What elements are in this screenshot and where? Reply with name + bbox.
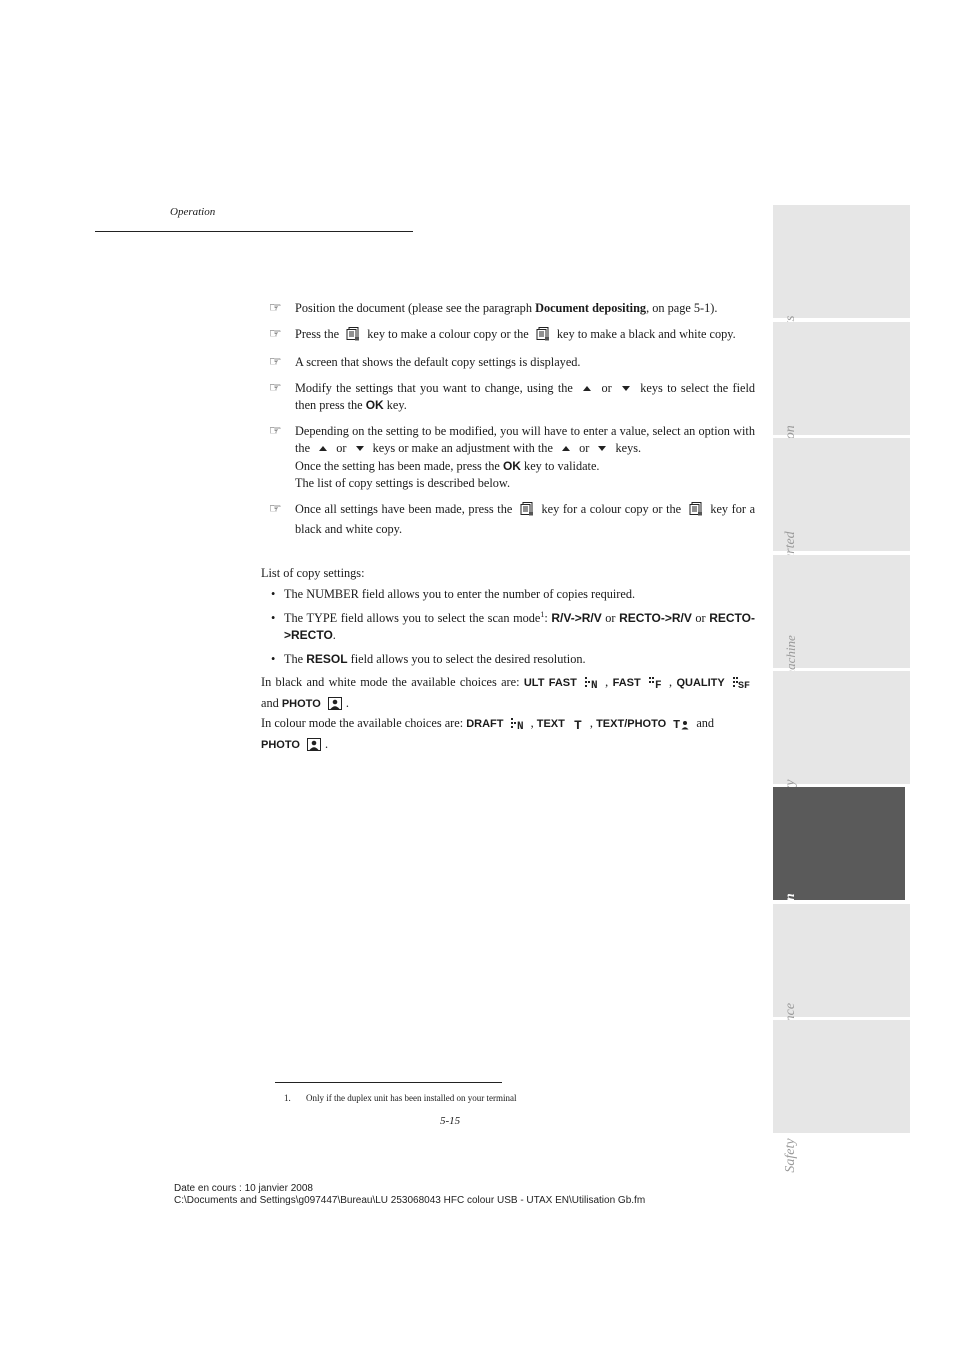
step-3: ☞ A screen that shows the default copy settings is displayed. bbox=[269, 355, 581, 370]
header-rule bbox=[95, 231, 413, 232]
step-2: ☞ Press the key to make a colour copy or the key to make a black and white copy. bbox=[261, 326, 755, 347]
tab-directory[interactable] bbox=[773, 671, 910, 784]
svg-text:T: T bbox=[573, 718, 582, 730]
photo-resolution-icon bbox=[328, 697, 342, 716]
copy-key-icon bbox=[689, 502, 703, 522]
step-4: ☞ Modify the settings that you want to change, using the or keys to select the field then press the OK key. bbox=[269, 380, 756, 412]
file-footer bbox=[174, 1183, 645, 1207]
svg-text:F: F bbox=[655, 680, 662, 689]
quality-resolution-icon bbox=[733, 676, 751, 695]
tab-maintenance[interactable] bbox=[773, 904, 910, 1017]
copy-key-icon bbox=[346, 327, 360, 347]
fast-resolution-icon bbox=[649, 676, 665, 695]
svg-text:SF: SF bbox=[738, 681, 751, 689]
pointing-hand-icon: ☞ bbox=[269, 301, 282, 316]
bw-mode-choices: In black and white mode the available choices are: ULT FAST N , FAST F , QUALITY SF and PHOTO . bbox=[261, 674, 755, 715]
footnote-rule bbox=[275, 1082, 502, 1083]
tab-contents[interactable] bbox=[773, 205, 910, 318]
copy-key-icon bbox=[536, 327, 550, 347]
step-6: ☞ Once all settings have been made, press the key for a colour copy or the key for a black and white copy. bbox=[269, 501, 756, 536]
ult-fast-resolution-icon bbox=[585, 676, 601, 695]
down-arrow-icon bbox=[598, 446, 606, 451]
pointing-hand-icon: ☞ bbox=[269, 355, 282, 370]
list-item: • The TYPE field allows you to select the scan mode$^1$: R/V->R/V or RECTO->R/V or RECTO->RECTO. bbox=[271, 609, 755, 642]
list-title: List of copy settings: bbox=[261, 565, 365, 580]
pointing-hand-icon: ☞ bbox=[269, 380, 282, 396]
text-photo-resolution-icon bbox=[673, 717, 689, 736]
footer-path: C:\Documents and Settings\g097447\Bureau\LU 253068043 HFC colour USB - UTAX EN\Utilisation Gb.fm bbox=[174, 1195, 646, 1206]
page-content bbox=[261, 300, 755, 756]
svg-text:T: T bbox=[673, 718, 681, 730]
footer-date: Date en cours : 10 janvier 2008 bbox=[174, 1183, 313, 1194]
ok-key-label: OK bbox=[365, 398, 384, 412]
copy-key-icon bbox=[520, 502, 534, 522]
up-arrow-icon bbox=[562, 446, 570, 451]
down-arrow-icon bbox=[622, 386, 630, 391]
text-resolution-icon bbox=[572, 717, 586, 736]
svg-text:N: N bbox=[591, 680, 598, 689]
draft-resolution-icon bbox=[511, 717, 527, 736]
up-arrow-icon bbox=[583, 386, 591, 391]
tab-safety[interactable]: Safety bbox=[773, 1020, 910, 1133]
list-item: • The NUMBER field allows you to enter the number of copies required. bbox=[271, 587, 636, 601]
tab-operation[interactable] bbox=[773, 787, 905, 900]
colour-mode-choices: In colour mode the available choices are: DRAFT N , TEXT T , TEXT/PHOTO T and PHOTO . bbox=[261, 715, 755, 756]
pointing-hand-icon: ☞ bbox=[269, 326, 282, 342]
tab-installation[interactable] bbox=[773, 322, 910, 435]
svg-text:N: N bbox=[516, 721, 524, 730]
ok-key-label: OK bbox=[502, 458, 521, 473]
footnote: 1. Only if the duplex unit has been installed on your terminal bbox=[284, 1093, 517, 1103]
page-number: 5-15 bbox=[440, 1115, 461, 1127]
photo-resolution-icon bbox=[307, 738, 321, 757]
up-arrow-icon bbox=[319, 446, 327, 451]
pointing-hand-icon: ☞ bbox=[269, 423, 282, 439]
down-arrow-icon bbox=[356, 446, 364, 451]
settings-list bbox=[261, 586, 755, 668]
tab-getting-started[interactable] bbox=[773, 438, 910, 551]
tab-setting-your-machine[interactable] bbox=[773, 555, 910, 668]
running-header: Operation bbox=[170, 206, 216, 218]
step-1: ☞ Position the document (please see the paragraph Document depositing, on page 5-1). bbox=[269, 301, 718, 316]
list-item: • The RESOL field allows you to select the desired resolution. bbox=[271, 651, 586, 666]
pointing-hand-icon: ☞ bbox=[269, 501, 282, 517]
step-5: ☞ Depending on the setting to be modified, you will have to enter a value, select an option with the or keys or make an adjustment with the or keys. Once the setting has been made, press the OK key to validate. The list of copy settings is described below. bbox=[269, 423, 755, 490]
